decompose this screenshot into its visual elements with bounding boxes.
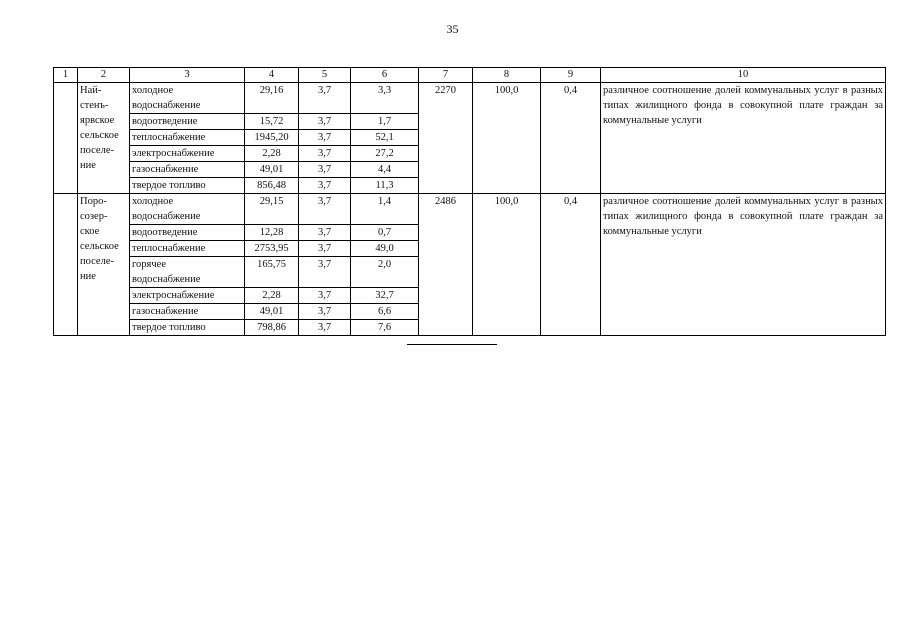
service-cell: горячее водоснабжение xyxy=(130,257,245,288)
value-cell-col9: 0,4 xyxy=(541,194,601,336)
value-cell-col4: 12,28 xyxy=(245,225,299,241)
value-cell-col5: 3,7 xyxy=(299,257,351,288)
service-cell: теплоснабжение xyxy=(130,241,245,257)
header-cell: 9 xyxy=(541,68,601,83)
row-number-cell xyxy=(54,194,78,336)
value-cell-col8: 100,0 xyxy=(473,194,541,336)
header-cell: 2 xyxy=(78,68,130,83)
value-cell-col7: 2270 xyxy=(419,83,473,194)
service-cell: водоотведение xyxy=(130,225,245,241)
value-cell-col5: 3,7 xyxy=(299,114,351,130)
service-cell: твердое топливо xyxy=(130,178,245,194)
row-number-cell xyxy=(54,83,78,194)
header-cell: 5 xyxy=(299,68,351,83)
header-cell: 8 xyxy=(473,68,541,83)
value-cell-col4: 49,01 xyxy=(245,304,299,320)
value-cell-col4: 15,72 xyxy=(245,114,299,130)
value-cell-col6: 11,3 xyxy=(351,178,419,194)
service-cell: водоотведение xyxy=(130,114,245,130)
value-cell-col9: 0,4 xyxy=(541,83,601,194)
settlement-cell: Най- стенъ- ярвское сельское поселе- ние xyxy=(78,83,130,194)
value-cell-col5: 3,7 xyxy=(299,83,351,114)
value-cell-col4: 2753,95 xyxy=(245,241,299,257)
value-cell-col6: 4,4 xyxy=(351,162,419,178)
header-cell: 3 xyxy=(130,68,245,83)
value-cell-col5: 3,7 xyxy=(299,288,351,304)
value-cell-col4: 165,75 xyxy=(245,257,299,288)
service-cell: холодное водоснабжение xyxy=(130,194,245,225)
value-cell-col5: 3,7 xyxy=(299,241,351,257)
value-cell-col5: 3,7 xyxy=(299,178,351,194)
value-cell-col6: 3,3 xyxy=(351,83,419,114)
note-cell: различное соотношение долей коммунальных услуг в разных типах жилищного фонда в совокупной плате граждан за коммунальные услуги xyxy=(601,194,886,336)
value-cell-col6: 32,7 xyxy=(351,288,419,304)
value-cell-col4: 856,48 xyxy=(245,178,299,194)
value-cell-col8: 100,0 xyxy=(473,83,541,194)
value-cell-col6: 49,0 xyxy=(351,241,419,257)
header-cell: 10 xyxy=(601,68,886,83)
header-cell: 7 xyxy=(419,68,473,83)
value-cell-col5: 3,7 xyxy=(299,194,351,225)
value-cell-col4: 798,86 xyxy=(245,320,299,336)
header-cell: 6 xyxy=(351,68,419,83)
value-cell-col6: 7,6 xyxy=(351,320,419,336)
tariff-table xyxy=(53,67,886,336)
value-cell-col6: 1,7 xyxy=(351,114,419,130)
header-cell: 1 xyxy=(54,68,78,83)
value-cell-col4: 29,16 xyxy=(245,83,299,114)
service-cell: электроснабжение xyxy=(130,288,245,304)
value-cell-col5: 3,7 xyxy=(299,146,351,162)
value-cell-col6: 6,6 xyxy=(351,304,419,320)
table-row xyxy=(54,83,886,114)
value-cell-col4: 49,01 xyxy=(245,162,299,178)
table-row xyxy=(54,194,886,225)
page-number: 35 xyxy=(446,22,459,36)
value-cell-col6: 1,4 xyxy=(351,194,419,225)
value-cell-col6: 27,2 xyxy=(351,146,419,162)
value-cell-col5: 3,7 xyxy=(299,130,351,146)
value-cell-col6: 0,7 xyxy=(351,225,419,241)
value-cell-col5: 3,7 xyxy=(299,320,351,336)
value-cell-col4: 2,28 xyxy=(245,288,299,304)
service-cell: теплоснабжение xyxy=(130,130,245,146)
value-cell-col6: 2,0 xyxy=(351,257,419,288)
footnote-separator xyxy=(407,344,497,345)
note-cell: различное соотношение долей коммунальных услуг в разных типах жилищного фонда в совокупной плате граждан за коммунальные услуги xyxy=(601,83,886,194)
value-cell-col4: 1945,20 xyxy=(245,130,299,146)
value-cell-col4: 29,15 xyxy=(245,194,299,225)
value-cell-col5: 3,7 xyxy=(299,225,351,241)
service-cell: газоснабжение xyxy=(130,162,245,178)
service-cell: твердое топливо xyxy=(130,320,245,336)
service-cell: газоснабжение xyxy=(130,304,245,320)
header-cell: 4 xyxy=(245,68,299,83)
table-body xyxy=(54,68,886,336)
value-cell-col6: 52,1 xyxy=(351,130,419,146)
value-cell-col7: 2486 xyxy=(419,194,473,336)
value-cell-col5: 3,7 xyxy=(299,162,351,178)
service-cell: электроснабжение xyxy=(130,146,245,162)
value-cell-col4: 2,28 xyxy=(245,146,299,162)
header-row xyxy=(54,68,886,83)
settlement-cell: Поро- созер- ское сельское поселе- ние xyxy=(78,194,130,336)
value-cell-col5: 3,7 xyxy=(299,304,351,320)
service-cell: холодное водоснабжение xyxy=(130,83,245,114)
